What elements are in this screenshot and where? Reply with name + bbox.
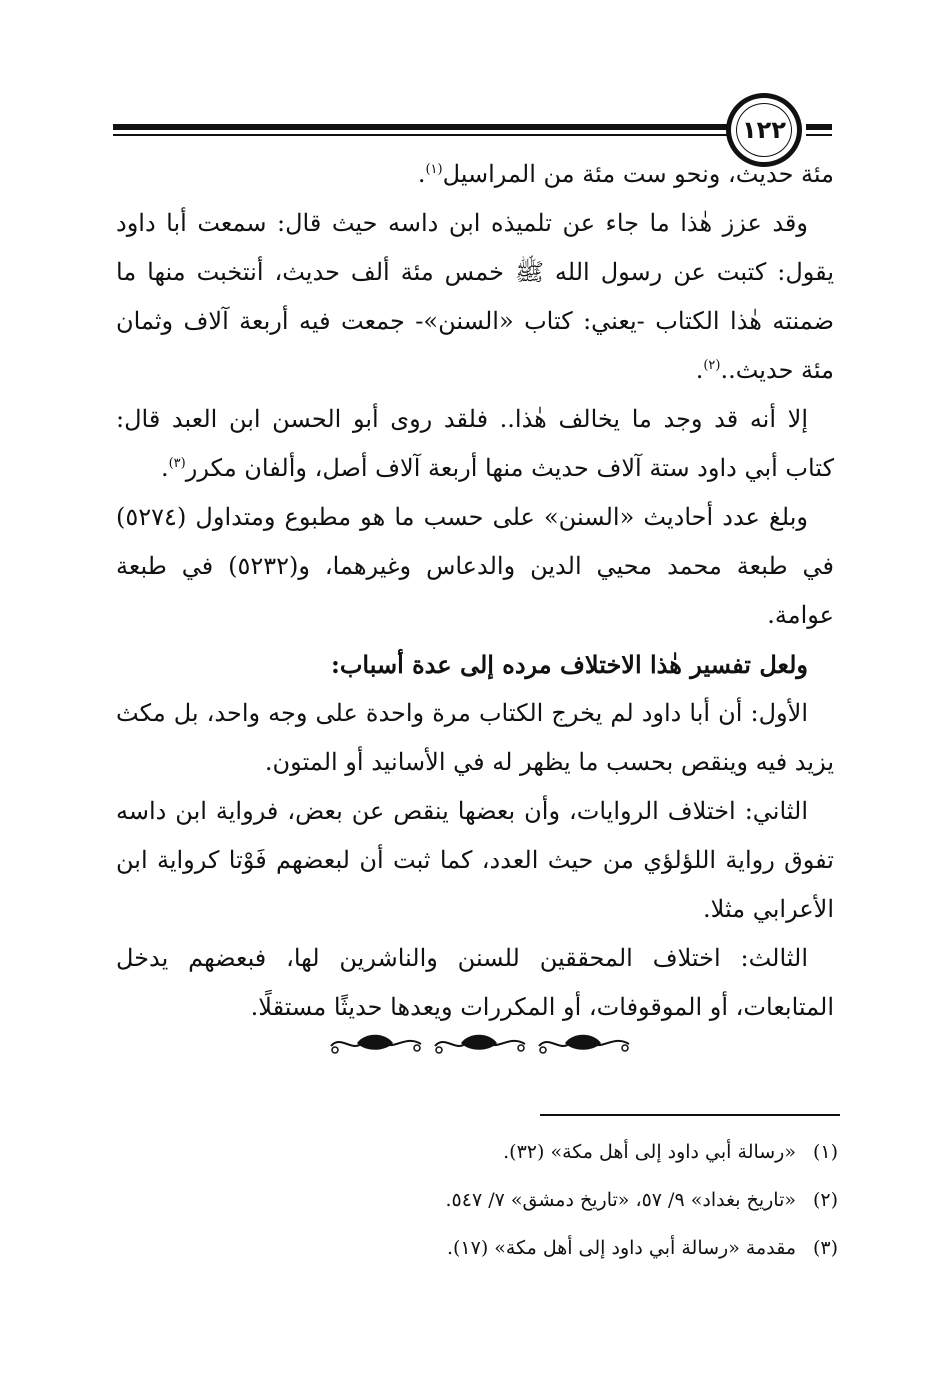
paragraph-text: الثالث: اختلاف المحققين للسنن والناشرين لها، فبعضهم يدخل المتابعات، أو الموقوفات، أو المكررات ويعدها حديثًا مستقلًا. xyxy=(116,944,834,1021)
footnote-ref: (٢) xyxy=(703,358,721,373)
paragraph-text: مئة حديث، ونحو ست مئة من المراسيل xyxy=(442,160,834,188)
footnote-text: «رسالة أبي داود إلى أهل مكة» (٣٢). xyxy=(503,1141,796,1163)
footnote-text: «تاريخ بغداد» ٩/ ٥٧، «تاريخ دمشق» ٧/ ٥٤٧. xyxy=(445,1189,796,1211)
main-text xyxy=(116,150,834,1032)
section-ornament xyxy=(327,1025,633,1061)
paragraph-text: الأول: أن أبا داود لم يخرج الكتاب مرة واحدة على وجه واحد، بل مكث يزيد فيه وينقص بحسب ما يظهر له في الأسانيد أو المتون. xyxy=(116,699,834,776)
reason-3 xyxy=(116,934,834,1032)
paragraph-text: إلا أنه قد وجد ما يخالف هٰذا.. فلقد روى أبو الحسن ابن العبد قال: كتاب أبي داود ستة آلاف حديث منها أربعة آلاف أصل، وألفان مكرر xyxy=(116,405,834,482)
header-rule xyxy=(113,124,728,130)
paragraph-text: الثاني: اختلاف الروايات، وأن بعضها ينقص عن بعض، فرواية ابن داسه تفوق رواية اللؤلؤي من حيث العدد، كما ثبت أن لبعضهم فَوْتا كرواية ابن الأعرابي مثلا. xyxy=(116,797,834,923)
footnote-text: مقدمة «رسالة أبي داود إلى أهل مكة» (١٧). xyxy=(446,1237,796,1259)
footnote-1 xyxy=(200,1128,838,1176)
ornament-icon xyxy=(327,1028,425,1058)
ornament-icon xyxy=(431,1028,529,1058)
footnote-ref: (١) xyxy=(425,162,443,177)
ornament-icon xyxy=(535,1028,633,1058)
heading-text: ولعل تفسير هٰذا الاختلاف مرده إلى عدة أسباب: xyxy=(330,650,808,679)
paragraph-text: وبلغ عدد أحاديث «السنن» على حسب ما هو مطبوع ومتداول (٥٢٧٤) في طبعة محمد محيي الدين والدعاس وغيرهما، و(٥٢٣٢) في طبعة عوامة. xyxy=(116,503,834,629)
paragraph-2 xyxy=(116,199,834,395)
header-rule-right xyxy=(806,124,832,130)
paragraph-tail: . xyxy=(695,356,704,384)
paragraph-tail: . xyxy=(160,454,169,482)
paragraph-4 xyxy=(116,493,834,640)
paragraph-tail: . xyxy=(417,160,426,188)
header-rule-right-thin xyxy=(806,134,832,136)
footnote-mark: (٣) xyxy=(812,1237,838,1259)
footnote-ref: (٣) xyxy=(168,456,186,471)
paragraph-1 xyxy=(116,150,834,199)
header-rule-thin xyxy=(113,134,728,136)
footnote-2 xyxy=(200,1176,838,1224)
section-heading xyxy=(116,640,834,689)
reason-2 xyxy=(116,787,834,934)
page-header xyxy=(0,0,949,170)
footnote-mark: (١) xyxy=(812,1141,838,1163)
footnote-separator xyxy=(540,1114,840,1116)
paragraph-3 xyxy=(116,395,834,493)
footnote-3 xyxy=(200,1224,838,1272)
paragraph-text: وقد عزز هٰذا ما جاء عن تلميذه ابن داسه حيث قال: سمعت أبا داود يقول: كتبت عن رسول الله ﷺ خمس مئة ألف حديث، أنتخبت منها ما ضمنته هٰذا الكتاب -يعني: كتاب «السنن»- جمعت فيه أربعة آلاف وثمان مئة حديث.. xyxy=(116,209,834,384)
page-number: ١٢٢ xyxy=(742,116,786,144)
footnotes xyxy=(200,1128,838,1272)
footnote-mark: (٢) xyxy=(812,1189,838,1211)
reason-1 xyxy=(116,689,834,787)
